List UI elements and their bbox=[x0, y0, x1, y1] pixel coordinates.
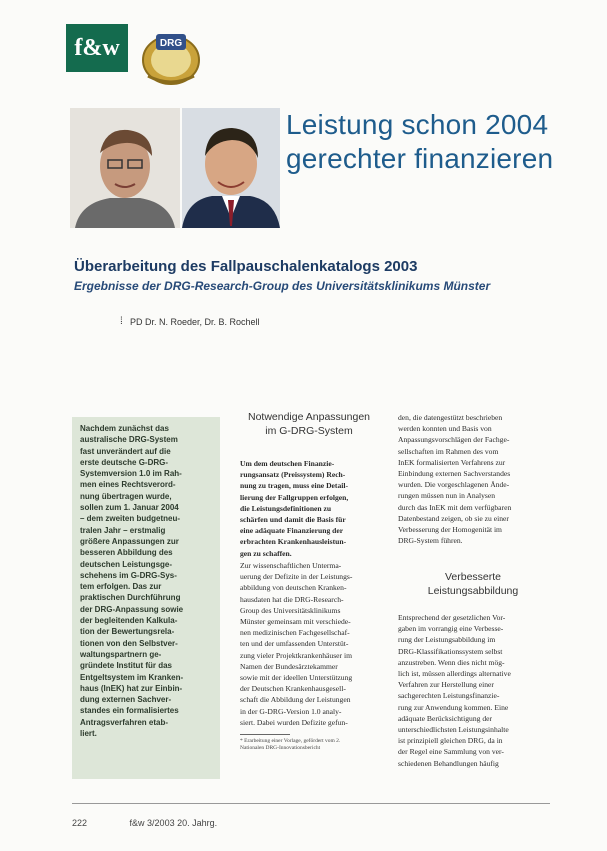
footnote-divider bbox=[240, 734, 290, 735]
section-heading-line: Notwendige Anpassungen bbox=[247, 411, 370, 423]
page-footer bbox=[72, 818, 257, 828]
article-headline: Überarbeitung des Fallpauschalenkatalogs 2003 bbox=[74, 258, 418, 275]
intro-text: Nachdem zunächst das australische DRG-System fast unverändert auf die erste deutsche G-DRG- Systemversion 1.0 im Rah- men eines Rechtsverord- nung übertragen wurde, sollen zum 1. Januar 2004 – dem zweiten budgetneu- tralen Jahr – erstmalig größere Anpassungen zur besseren Abbildung des deutschen Leistungsge- schehens im G-DRG-Sys- tem erfolgen. Das zur praktischen Durchführung der DRG-Anpassung sowie der begleitenden Kalkula- tion der Bewertungsrela- tionen von den Selbstver- waltungspartnern ge- gründete Institut für das Entgeltsystem im Kranken- haus (InEK) hat zur Einbin- dung externen Sachver- standes ein formalisiertes Antragsverfahren etab- liert. bbox=[80, 424, 184, 739]
drg-emblem-icon bbox=[138, 26, 204, 88]
section-heading-line: Verbesserte bbox=[444, 571, 502, 583]
journal-issue: f&w 3/2003 20. Jahrg. bbox=[129, 818, 218, 828]
column2-lead-text: Um dem deutschen Finanzie- rungsansatz (Preissystem) Rech- nung zu tragen, muss eine Detail- lierung der Fallgruppen erfolgen, die Leistungsdefinitionen zu schärfen und damit die Basis für eine adäquate Finanzierung der erbrachten Krankenhausleistun- gen zu schaffen. bbox=[240, 459, 349, 558]
footer-divider bbox=[72, 803, 550, 804]
author-marker-icon: ⁞ bbox=[120, 316, 123, 327]
article-title bbox=[286, 108, 566, 176]
author-photo-rochell bbox=[182, 108, 280, 228]
author-photo-roeder bbox=[70, 108, 180, 228]
article-title-line2: gerechter finanzieren bbox=[286, 143, 554, 174]
article-title-line1: Leistung schon 2004 bbox=[286, 109, 549, 140]
column3-body-text-top: den, die datengestützt beschrieben werden konnten und Basis von Anpassungsvorschlägen der Fachge- sellschaften im Rahmen des vom InEK formalisierten Verfahrens zur Einbindung externen Sachverstandes wurden. Die vorgeschlagenen Ände- rungen müssen nun in Analysen durch das InEK mit dem verfügbaren Datenbestand zeigen, ob sie zu einer Verbesserung der Homogenität im DRG-System führen. bbox=[398, 413, 512, 546]
column2-body-text: Zur wissenschaftlichen Unterma- uerung der Defizite in der Leistungs- abbildung von deutschen Kranken- hausdaten hat die DRG-Research- Group des Universitätsklinikums Münster gemeinsam mit verschiede- nen medizinischen Fachgesellschaf- ten und der umfassenden Unterstüt- zung vieler Projektkrankenhäuser im Namen der Bundesärztekammer sowie mit der ideellen Unterstützung der Deutschen Krankenhausgesell- schaft die Abbildung der Leistungen in der G-DRG-Version 1.0 analy- siert. Dabei wurden Defizite gefun- bbox=[240, 561, 353, 727]
section-heading-line: im G-DRG-System bbox=[265, 425, 353, 437]
article-subheadline: Ergebnisse der DRG-Research-Group des Universitätsklinikums Münster bbox=[74, 279, 491, 293]
svg-text:DRG: DRG bbox=[159, 38, 183, 49]
journal-logo: f&w bbox=[66, 24, 128, 72]
section-heading-line: Leistungsabbildung bbox=[427, 585, 519, 597]
footnote: * Erarbeitung einer Vorlage, gefördert vom 2. Nationalen DRG-Innovationsbericht bbox=[240, 738, 341, 751]
article-authors: PD Dr. N. Roeder, Dr. B. Rochell bbox=[130, 317, 260, 327]
column3-body-text-bottom: Entsprechend der gesetzlichen Vor- gaben im vorrangig eine Verbesse- rung der Leistungsabbildung im DRG-Klassifikationssystem selbst anzustreben. Wenn dies nicht mög- lich ist, müssen allerdings alternative Verfahren zur Herstellung einer sachgerechten Leistungsfinanzie- rung zur Anwendung kommen. Eine adäquate Berücksichtigung der unterschiedlichsten Leistungsinhalte ist prinzipiell gleichen DRG, da in der Regel eine Sammlung von ver- schiedenen Behandlungen häufig bbox=[398, 613, 511, 768]
page-number: 222 bbox=[72, 818, 88, 828]
section-heading-leistungsabbildung bbox=[398, 570, 548, 598]
section-heading-anpassungen bbox=[234, 410, 384, 438]
